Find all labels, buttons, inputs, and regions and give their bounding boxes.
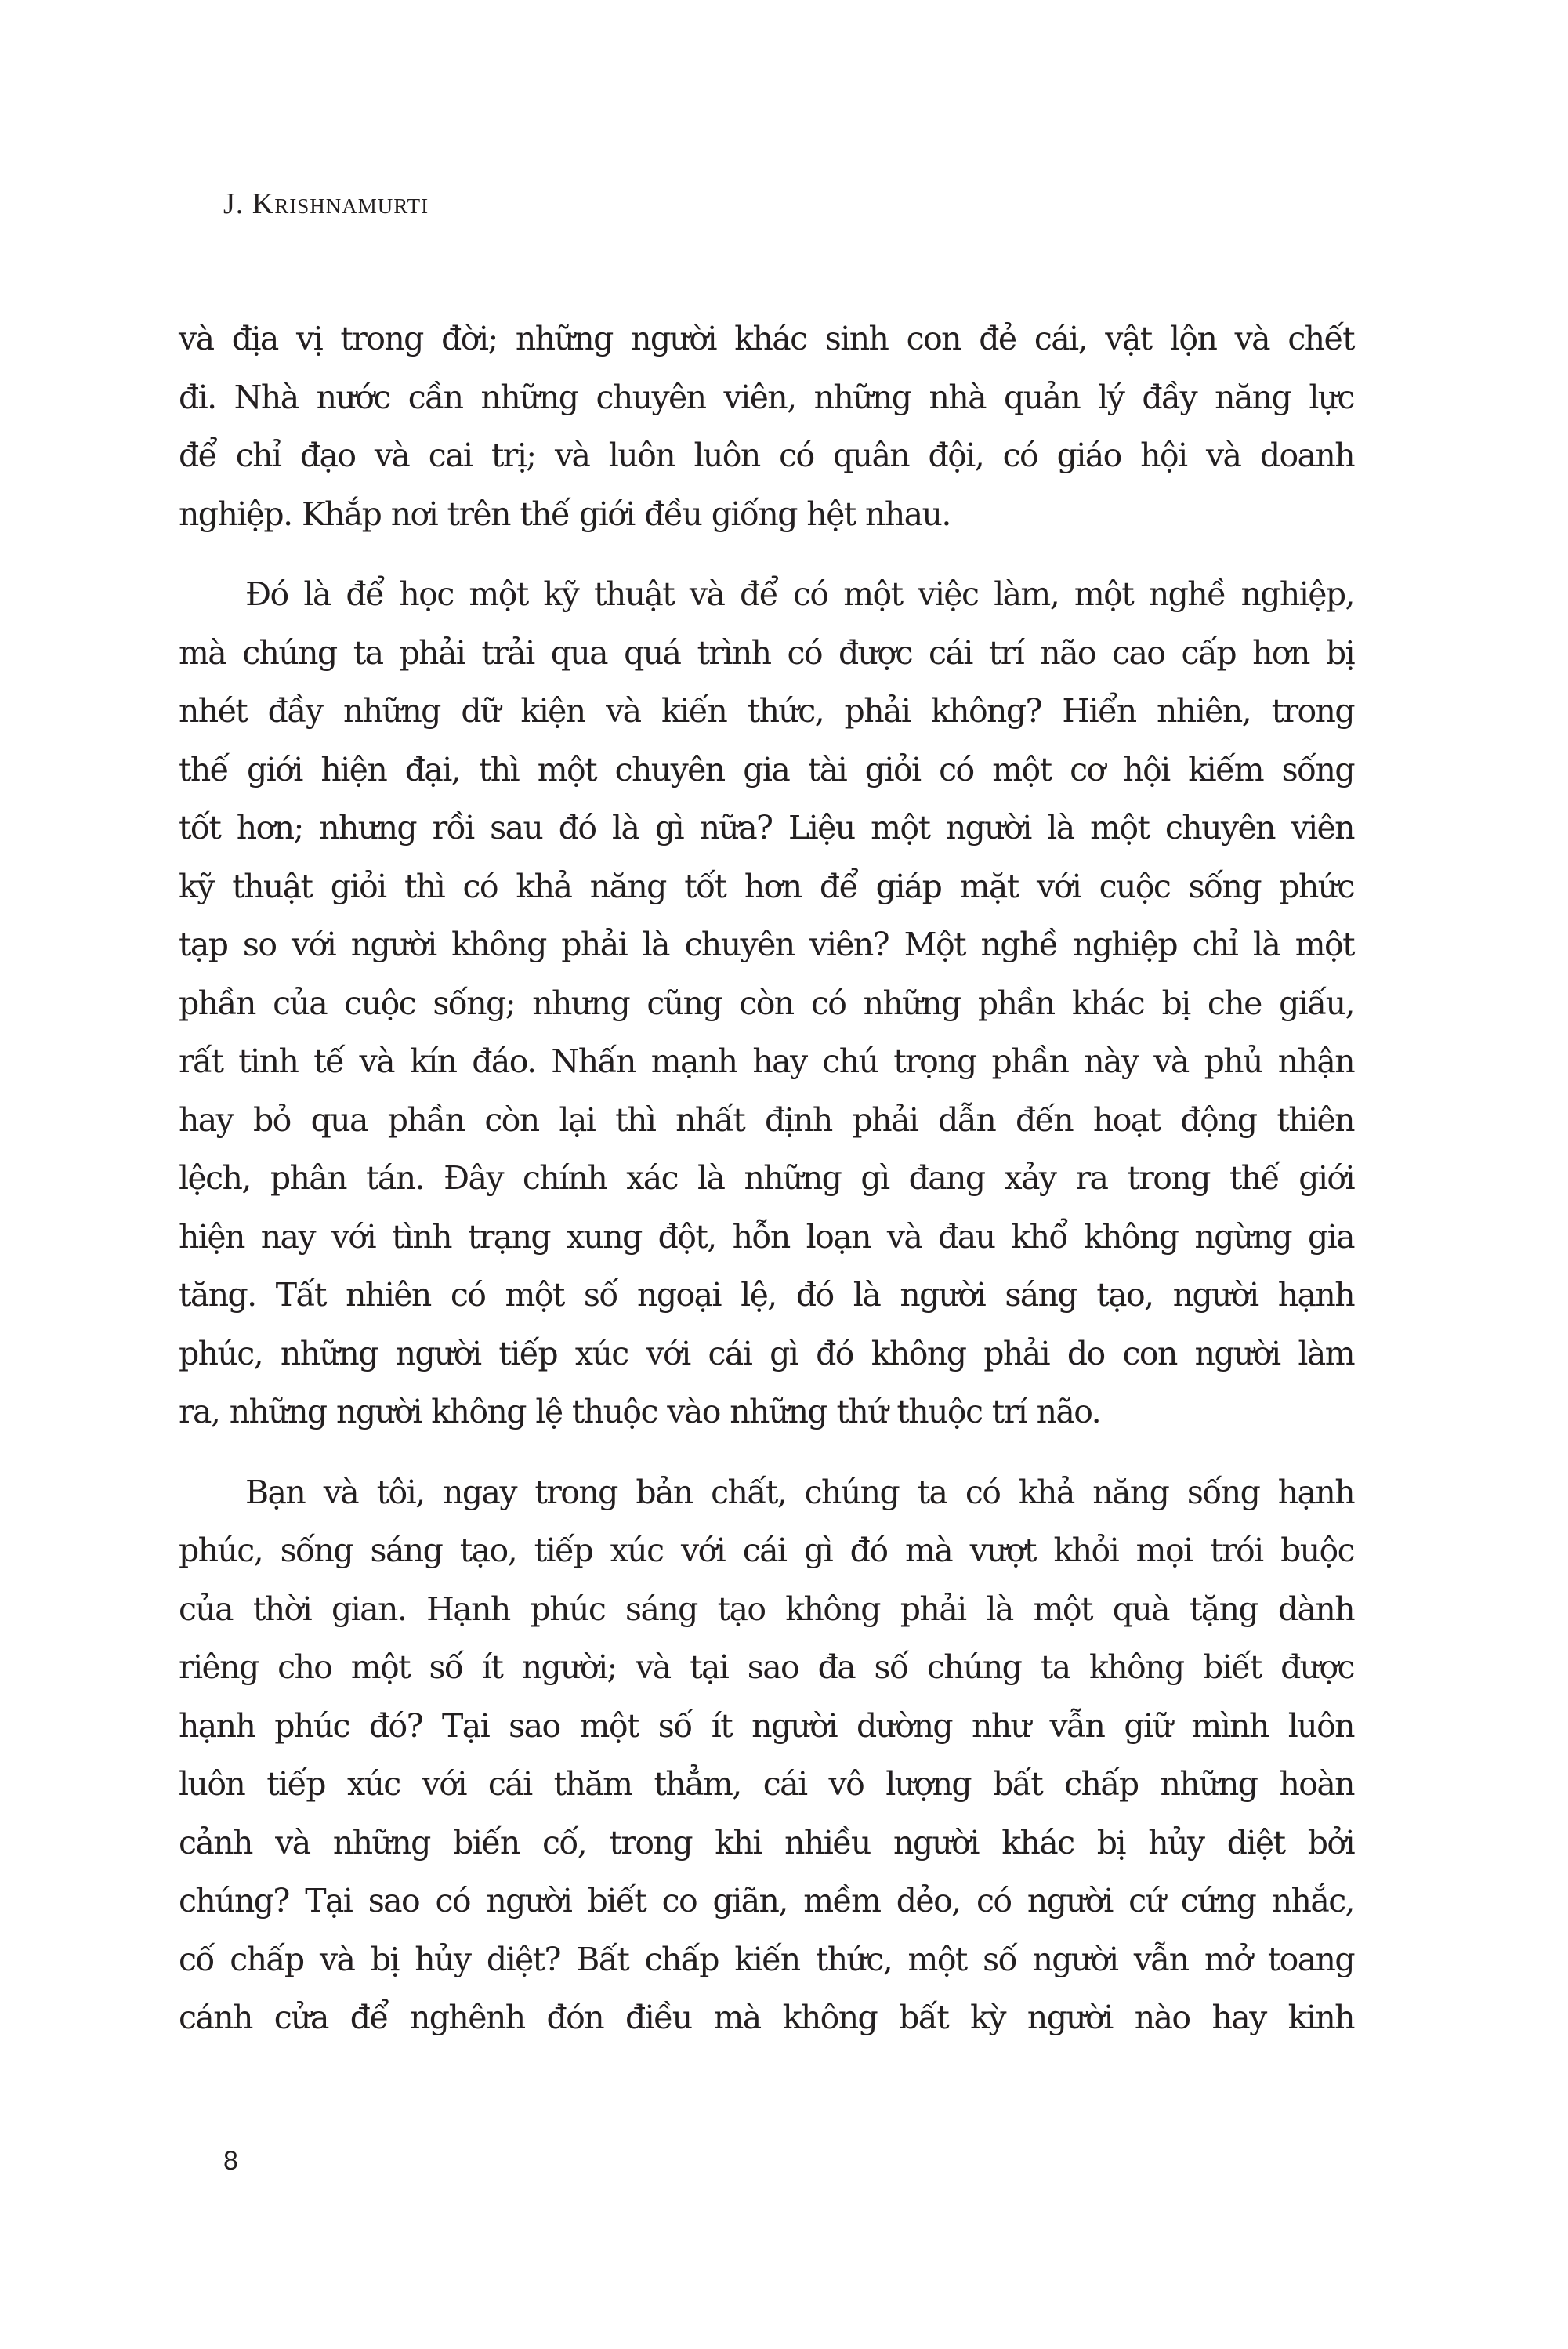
text-line: luôn tiếp xúc với cái thăm thẳm, cái vô lượng bất chấp những hoàn <box>179 1765 1354 1803</box>
text-line: rất tinh tế và kín đáo. Nhấn mạnh hay chú trọng phần này và phủ nhận <box>179 1042 1354 1080</box>
page-number: 8 <box>223 2146 238 2176</box>
text-line: phúc, sống sáng tạo, tiếp xúc với cái gì đó mà vượt khỏi mọi trói buộc <box>179 1532 1354 1569</box>
text-line: hay bỏ qua phần còn lại thì nhất định phải dẫn đến hoạt động thiên <box>179 1100 1354 1139</box>
text-line: hiện nay với tình trạng xung đột, hỗn loạn và đau khổ không ngừng gia <box>179 1217 1354 1256</box>
text-line: cánh cửa để nghênh đón điều mà không bất kỳ người nào hay kinh <box>179 1999 1354 2036</box>
text-line: đi. Nhà nước cần những chuyên viên, những nhà quản lý đầy năng lực <box>179 378 1354 416</box>
text-line: tạp so với người không phải là chuyên viên? Một nghề nghiệp chỉ là một <box>179 926 1354 963</box>
text-line: phần của cuộc sống; nhưng cũng còn có những phần khác bị che giấu, <box>179 984 1354 1022</box>
running-header-author: J. Krishnamurti <box>223 187 429 220</box>
body-text <box>179 310 1354 2069</box>
text-line: kỹ thuật giỏi thì có khả năng tốt hơn để giáp mặt với cuộc sống phức <box>179 867 1354 905</box>
text-line: cảnh và những biến cố, trong khi nhiều người khác bị hủy diệt bởi <box>179 1823 1354 1861</box>
text-line: ra, những người không lệ thuộc vào những thứ thuộc trí não. <box>179 1393 1101 1430</box>
text-line: lệch, phân tán. Đây chính xác là những gì đang xảy ra trong thế giới <box>179 1159 1354 1197</box>
text-line: phúc, những người tiếp xúc với cái gì đó không phải do con người làm <box>179 1334 1354 1372</box>
text-line: Bạn và tôi, ngay trong bản chất, chúng ta có khả năng sống hạnh <box>245 1473 1354 1511</box>
text-line: chúng? Tại sao có người biết co giãn, mềm dẻo, có người cứ cứng nhắc, <box>179 1882 1354 1919</box>
text-line: mà chúng ta phải trải qua quá trình có được cái trí não cao cấp hơn bị <box>179 633 1354 672</box>
paragraph-3 <box>179 1463 1354 2047</box>
text-line: của thời gian. Hạnh phúc sáng tạo không phải là một quà tặng dành <box>179 1590 1354 1628</box>
text-line: hạnh phúc đó? Tại sao một số ít người dường như vẫn giữ mình luôn <box>179 1706 1354 1745</box>
text-line: nhét đầy những dữ kiện và kiến thức, phải không? Hiển nhiên, trong <box>179 692 1354 730</box>
text-line: và địa vị trong đời; những người khác sinh con đẻ cái, vật lộn và chết <box>179 320 1354 357</box>
text-line: tăng. Tất nhiên có một số ngoại lệ, đó là người sáng tạo, người hạnh <box>179 1276 1354 1314</box>
text-line: để chỉ đạo và cai trị; và luôn luôn có quân đội, có giáo hội và doanh <box>179 437 1354 474</box>
text-line: thế giới hiện đại, thì một chuyên gia tài giỏi có một cơ hội kiếm sống <box>179 750 1354 788</box>
paragraph-2 <box>179 565 1354 1441</box>
text-line: cố chấp và bị hủy diệt? Bất chấp kiến thức, một số người vẫn mở toang <box>179 1940 1354 1978</box>
text-line: nghiệp. Khắp nơi trên thế giới đều giống hệt nhau. <box>179 495 951 533</box>
text-line: riêng cho một số ít người; và tại sao đa số chúng ta không biết được <box>179 1648 1354 1686</box>
text-line: Đó là để học một kỹ thuật và để có một việc làm, một nghề nghiệp, <box>245 575 1354 613</box>
text-line: tốt hơn; nhưng rồi sau đó là gì nữa? Liệu một người là một chuyên viên <box>179 809 1354 846</box>
paragraph-1 <box>179 310 1354 543</box>
